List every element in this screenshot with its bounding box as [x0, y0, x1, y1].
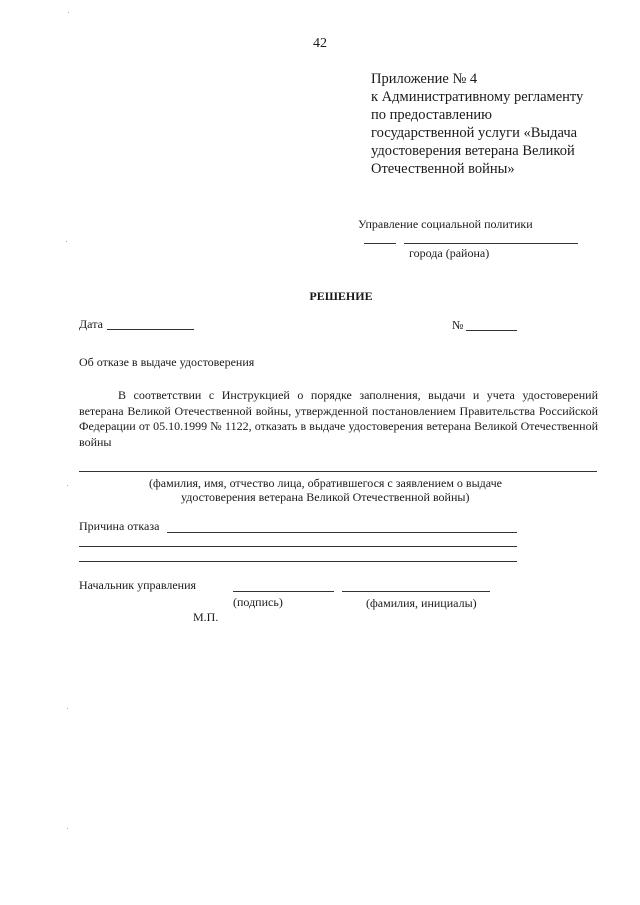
department-line-short — [364, 243, 396, 244]
department-label: Управление социальной политики — [358, 217, 533, 231]
page-number: 42 — [313, 36, 327, 51]
scan-dot — [68, 12, 69, 13]
head-of-department-label: Начальник управления — [79, 578, 197, 592]
number-field-line — [466, 330, 517, 331]
signature-caption: (подпись) — [233, 595, 283, 609]
name-initials-caption: (фамилия, инициалы) — [366, 596, 477, 610]
appendix-line: Приложение № 4 — [371, 71, 478, 87]
stamp-label: М.П. — [193, 610, 219, 624]
appendix-line: к Административному регламенту — [371, 89, 584, 105]
name-initials-line — [342, 591, 490, 592]
appendix-line: государственной услуги «Выдача — [371, 125, 578, 141]
applicant-caption-line1: (фамилия, имя, отчество лица, обратившегося с заявлением о выдаче — [149, 476, 502, 490]
decision-body-text: В соответствии с Инструкцией о порядке заполнения, выдачи и учета удостоверений ветерана Великой Отечественной войны, утвержденной постановлением Правительства Российской Федерации от 05.10.1999 № 1122, отказать в выдаче удостоверения ветерана Великой Отечественной войны — [79, 388, 598, 449]
appendix-line: Отечественной войны» — [371, 161, 515, 177]
number-label: № — [452, 318, 464, 332]
document-title: РЕШЕНИЕ — [309, 289, 373, 303]
scan-dot — [67, 485, 68, 486]
department-line-long — [404, 243, 578, 244]
applicant-caption-line2: удостоверения ветерана Великой Отечественной войны) — [181, 490, 470, 504]
date-label: Дата — [79, 317, 103, 331]
appendix-block — [371, 70, 621, 178]
refusal-reason-label: Причина отказа — [79, 519, 160, 533]
date-field-line — [107, 329, 194, 330]
city-caption: города (района) — [409, 246, 490, 260]
appendix-line: по предоставлению — [371, 107, 492, 123]
refusal-reason-line-2 — [79, 546, 517, 547]
signature-line — [233, 591, 334, 592]
subject-line: Об отказе в выдаче удостоверения — [79, 355, 255, 369]
scan-dot — [67, 708, 68, 709]
applicant-name-line — [79, 471, 597, 472]
scan-dot — [67, 828, 68, 829]
refusal-reason-line-1 — [167, 532, 517, 533]
appendix-line: удостоверения ветерана Великой — [371, 143, 575, 159]
refusal-reason-line-3 — [79, 561, 517, 562]
scan-dot — [66, 241, 67, 242]
